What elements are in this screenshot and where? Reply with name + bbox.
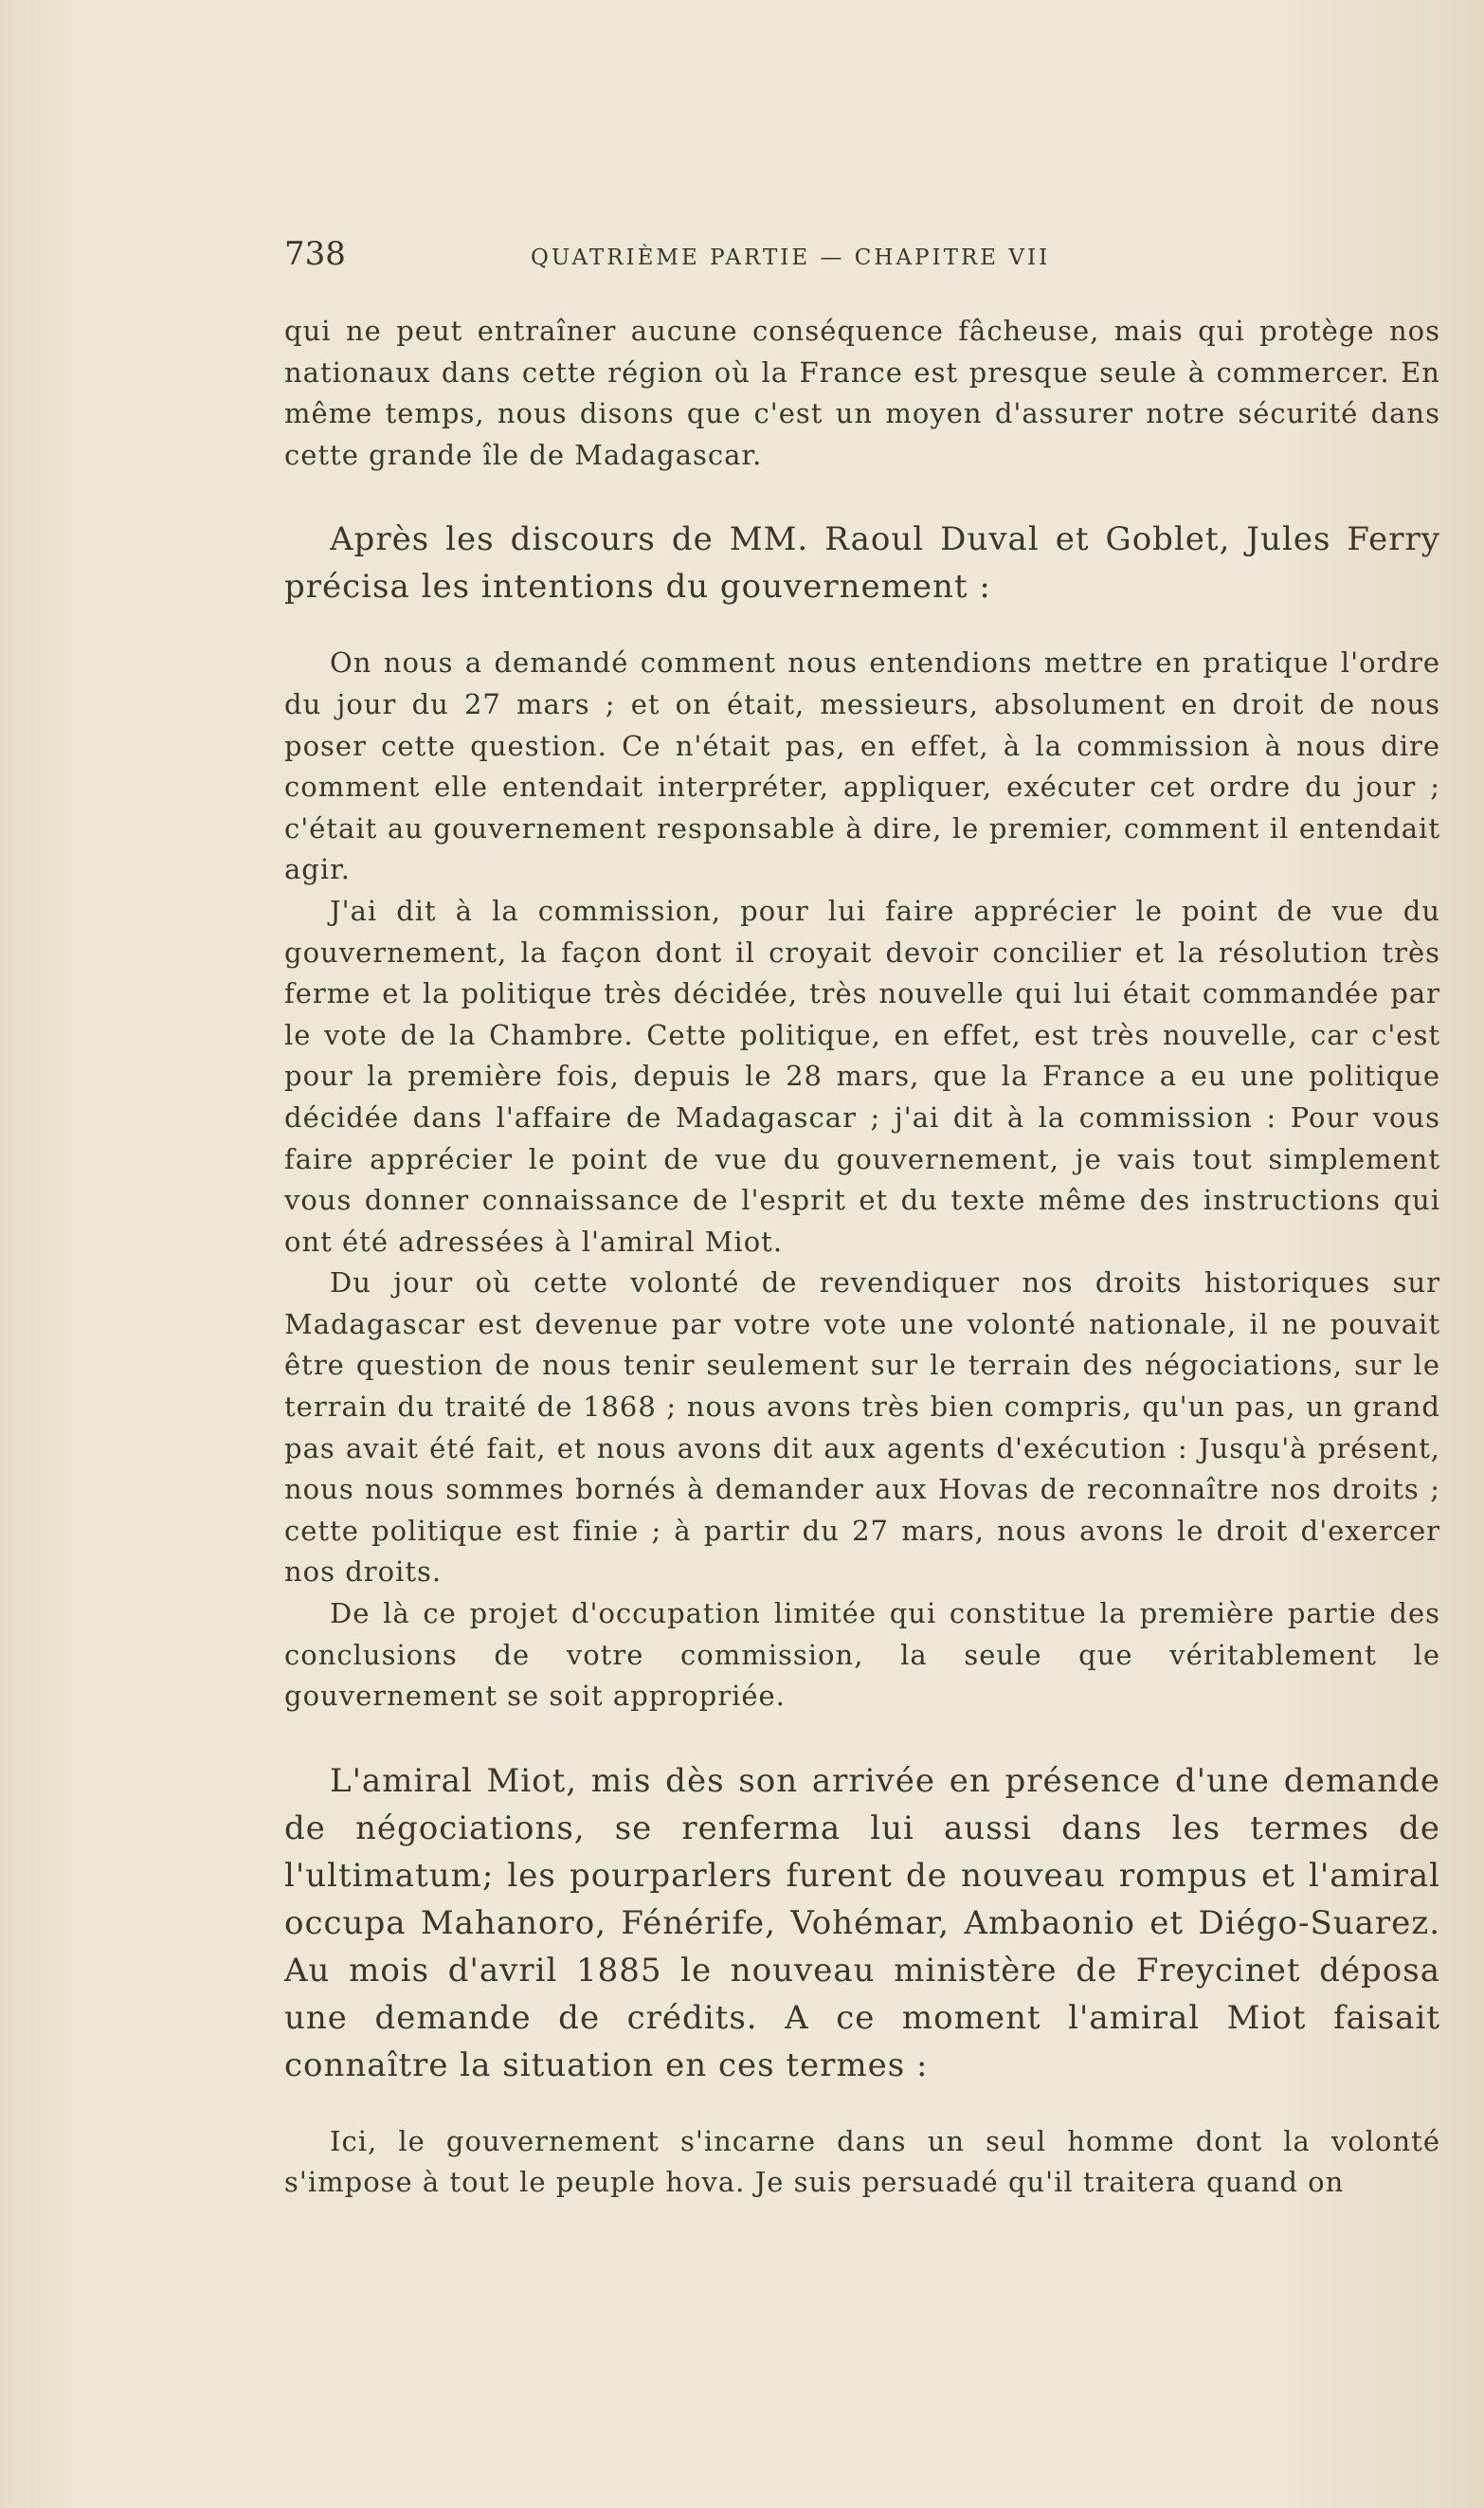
page-content (284, 235, 1440, 2204)
paragraph-quote-end: qui ne peut entraîner aucune conséquence fâcheuse, mais qui protège nos nationaux dans cette région où la France est presque seule à commercer. En même temps, nous disons que c'est un moyen d'assurer notre sécurité dans cette grande île de Madagascar. (284, 315, 1440, 471)
paragraph-quote-ferry-3: Du jour où cette volonté de revendiquer nos droits historiques sur Madagascar est devenue par votre vote une volonté nationale, il ne pouvait être question de nous tenir seulement sur le terrain des négociations, sur le terrain du traité de 1868 ; nous avons très bien compris, qu'un pas, un grand pas avait été fait, et nous avons dit aux agents d'exécution : Jusqu'à présent, nous nous sommes bornés à demander aux Hovas de reconnaître nos droits ; cette politique est finie ; à partir du 27 mars, nous avons le droit d'exercer nos droits. (284, 1266, 1440, 1589)
paragraph-narrative-ferry: Après les discours de MM. Raoul Duval et Goblet, Jules Ferry précisa les intentions du gouvernement : (284, 520, 1440, 607)
paragraph-quote-ferry-4: De là ce projet d'occupation limitée qui constitue la première partie des conclusions de votre commission, la seule que véritablement le gouvernement se soit appropriée. (284, 1597, 1440, 1713)
paragraph-quote-miot: Ici, le gouvernement s'incarne dans un seul homme dont la volonté s'impose à tout le peuple hova. Je suis persuadé qu'il traitera quand on (284, 2124, 1440, 2199)
paragraph-quote-ferry-2: J'ai dit à la commission, pour lui faire apprécier le point de vue du gouvernement, la façon dont il croyait devoir concilier et la résolution très ferme et la politique très décidée, très nouvelle qui lui était commandée par le vote de la Chambre. Cette politique, en effet, est très nouvelle, car c'est pour la première fois, depuis le 28 mars, que la France a eu une politique décidée dans l'affaire de Madagascar ; j'ai dit à la commission : Pour vous faire apprécier le point de vue du gouvernement, je vais tout simplement vous donner connaissance de l'esprit et du texte même des instructions qui ont été adressées à l'amiral Miot. (284, 894, 1440, 1258)
paragraph-quote-ferry-1: On nous a demandé comment nous entendions mettre en pratique l'ordre du jour du 27 mars ; et on était, messieurs, absolument en droit de nous poser cette question. Ce n'était pas, en effet, à la commission à nous dire comment elle entendait interpréter, appliquer, exécuter cet ordre du jour ; c'était au gouvernement responsable à dire, le premier, comment il entendait agir. (284, 646, 1440, 886)
running-head: QUATRIÈME PARTIE — CHAPITRE VII (531, 245, 1051, 270)
paragraph-narrative-miot: L'amiral Miot, mis dès son arrivée en présence d'une demande de négociations, se renferma lui aussi dans les termes de l'ultimatum; les pourparlers furent de nouveau rompus et l'amiral occupa Mahanoro, Fénérife, Vohémar, Ambaonio et Diégo-Suarez. Au mois d'avril 1885 le nouveau ministère de Freycinet déposa une demande de crédits. A ce moment l'amiral Miot faisait connaître la situation en ces termes : (284, 1761, 1440, 2084)
page-number: 738 (284, 235, 346, 273)
page-header (284, 235, 1440, 292)
